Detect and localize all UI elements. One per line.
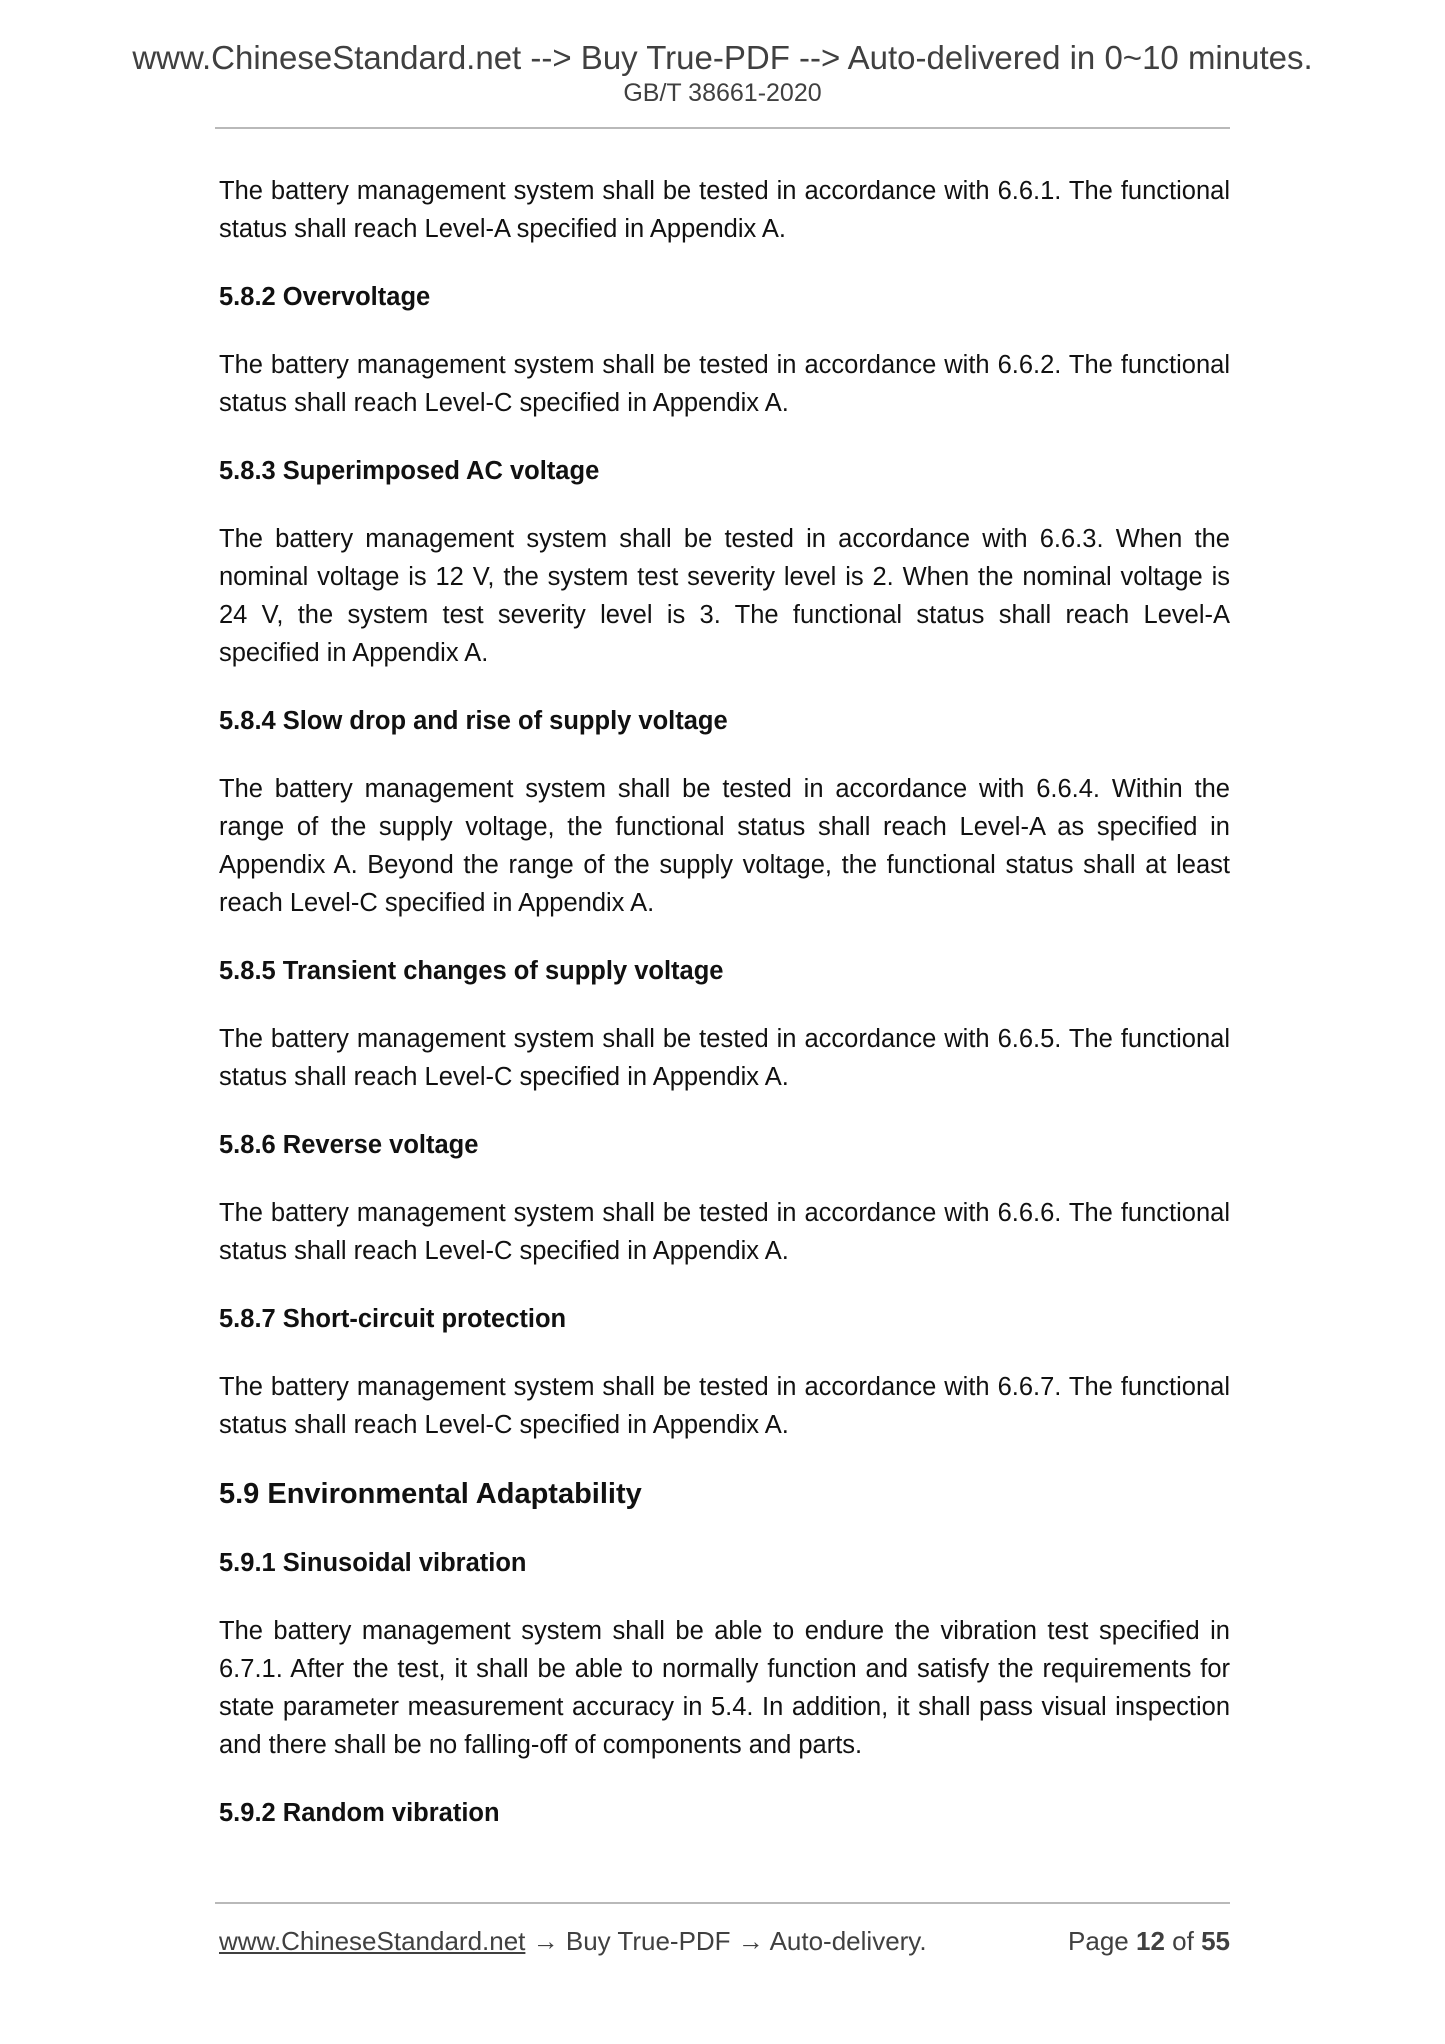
page-header: [0, 38, 1445, 108]
footer-promo: [219, 1924, 927, 1958]
footer-website-link[interactable]: www.ChineseStandard.net: [219, 1926, 526, 1956]
footer-promo-text: → Buy True-PDF → Auto-delivery.: [525, 1926, 927, 1956]
of-word: of: [1172, 1926, 1194, 1956]
footer-divider: [215, 1902, 1230, 1904]
current-page-number: 12: [1136, 1926, 1165, 1956]
section-text-5-9-1: The battery management system shall be able to endure the vibration test specified in 6.7.1. After the test, it shall be able to normally function and satisfy the requirements for state parameter measurement accuracy in 5.4. In addition, it shall pass visual inspection and there shall be no falling-off of components and parts.: [219, 1617, 1230, 1759]
paragraph-intro: The battery management system shall be tested in accordance with 6.6.1. The functional status shall reach Level-A specified in Appendix A.: [219, 177, 1230, 243]
section-text-5-8-2: The battery management system shall be tested in accordance with 6.6.2. The functional status shall reach Level-C specified in Appendix A.: [219, 351, 1230, 417]
document-body: [219, 172, 1230, 1832]
section-heading-5-9-2: 5.9.2 Random vibration: [219, 1799, 500, 1827]
document-number: GB/T 38661-2020: [623, 79, 822, 107]
section-heading-5-9: 5.9 Environmental Adaptability: [219, 1478, 642, 1510]
header-divider: [215, 127, 1230, 129]
section-text-5-8-6: The battery management system shall be tested in accordance with 6.6.6. The functional status shall reach Level-C specified in Appendix A.: [219, 1199, 1230, 1265]
section-heading-5-8-3: 5.8.3 Superimposed AC voltage: [219, 457, 600, 485]
section-heading-5-8-5: 5.8.5 Transient changes of supply voltage: [219, 957, 724, 985]
section-heading-5-8-7: 5.8.7 Short-circuit protection: [219, 1305, 567, 1333]
page-word: Page: [1068, 1926, 1129, 1956]
section-text-5-8-5: The battery management system shall be tested in accordance with 6.6.5. The functional status shall reach Level-C specified in Appendix A.: [219, 1025, 1230, 1091]
section-heading-5-9-1: 5.9.1 Sinusoidal vibration: [219, 1549, 527, 1577]
total-pages: 55: [1201, 1926, 1230, 1956]
page-counter: [1068, 1924, 1230, 1958]
header-banner[interactable]: www.ChineseStandard.net --> Buy True-PDF --> Auto-delivered in 0~10 minutes.: [132, 39, 1313, 76]
section-text-5-8-4: The battery management system shall be tested in accordance with 6.6.4. Within the range of the supply voltage, the functional status shall reach Level-A as specified in Appendix A. Beyond the range of the supply voltage, the functional status shall at least reach Level-C specified in Appendix A.: [219, 775, 1230, 917]
section-heading-5-8-4: 5.8.4 Slow drop and rise of supply voltage: [219, 707, 728, 735]
section-text-5-8-3: The battery management system shall be tested in accordance with 6.6.3. When the nominal voltage is 12 V, the system test severity level is 2. When the nominal voltage is 24 V, the system test severity level is 3. The functional status shall reach Level-A specified in Appendix A.: [219, 525, 1230, 667]
section-heading-5-8-6: 5.8.6 Reverse voltage: [219, 1131, 479, 1159]
section-text-5-8-7: The battery management system shall be tested in accordance with 6.6.7. The functional status shall reach Level-C specified in Appendix A.: [219, 1373, 1230, 1439]
section-heading-5-8-2: 5.8.2 Overvoltage: [219, 283, 431, 311]
